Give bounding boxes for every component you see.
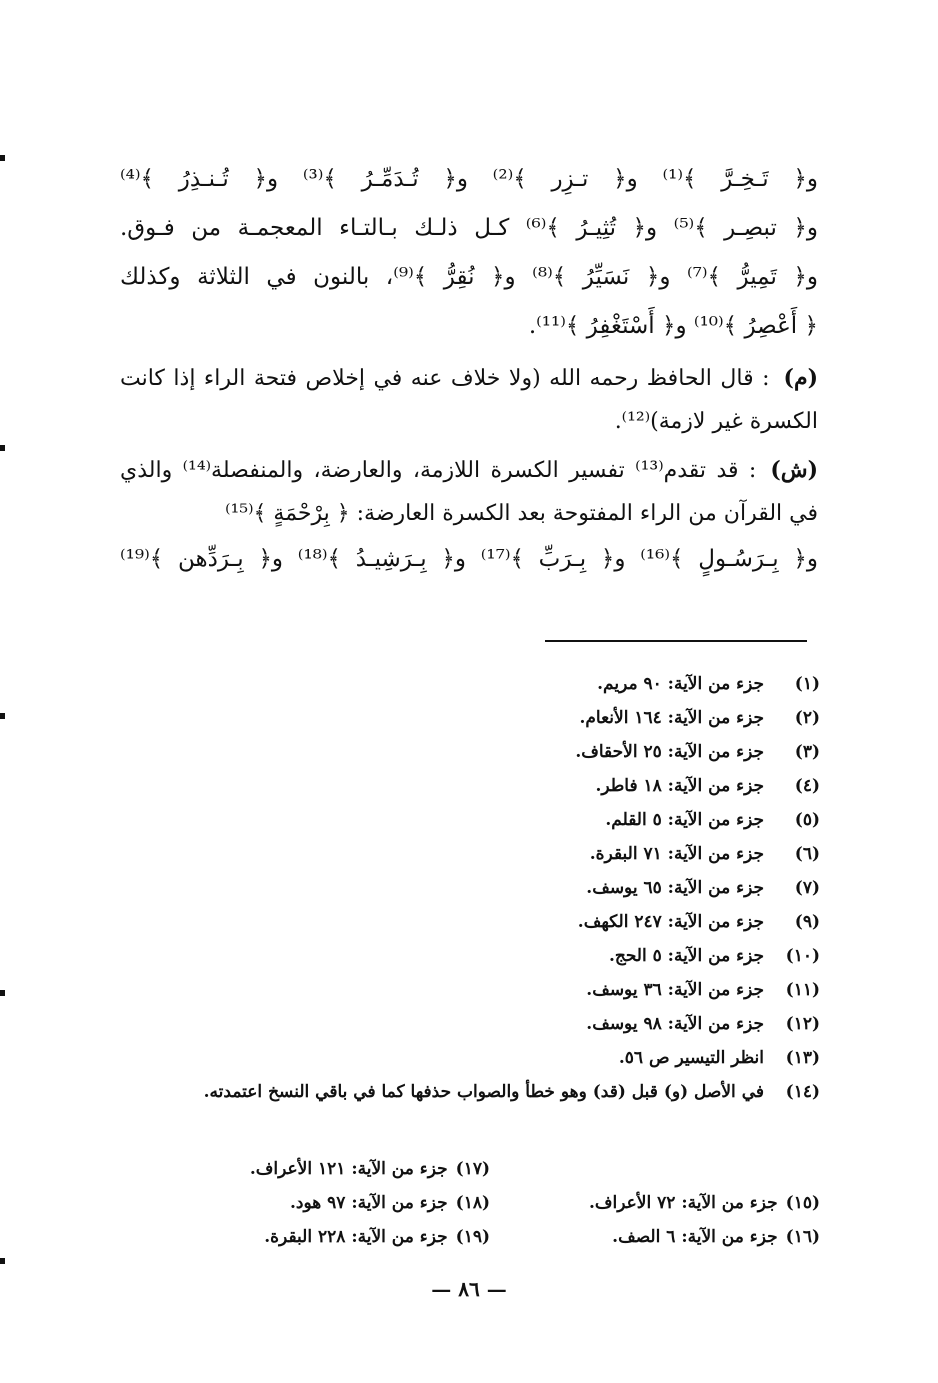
footnote: [160, 973, 820, 1007]
footnote-number: (٤): [794, 776, 820, 796]
footnote: [160, 803, 820, 837]
footnote: [200, 1152, 490, 1186]
footnote: [160, 1007, 820, 1041]
footnote-text: جزء من الآية: ١٢١ الأعراف.: [249, 1159, 448, 1179]
footnote: [160, 905, 820, 939]
footnote-number: (١٧): [455, 1159, 490, 1179]
footnote-number: (٢): [794, 708, 820, 728]
footnote: [530, 1220, 820, 1254]
footnote: [160, 769, 820, 803]
footnotes-left-column: [200, 1152, 490, 1254]
footnote-number: (١٠): [785, 946, 820, 966]
footnote-text: في الأصل (و) قبل (قد) وهو خطأ والصواب حذفها كما في باقي النسخ اعتمدته.: [203, 1082, 764, 1102]
matn-label: (م): [783, 365, 818, 391]
matn-paragraph: [120, 357, 818, 443]
footnote: [160, 837, 820, 871]
verse-line: و﴿ تَـخِـرَّ ﴾⁽¹⁾ و﴿ تـزِر ﴾⁽²⁾ و﴿ تُـدَمِّـرُ ﴾⁽³⁾ و﴿ تُـنـذِرُ ﴾⁽⁴⁾: [120, 166, 818, 192]
footnote: [160, 1041, 820, 1075]
footnote-number: (٩): [794, 912, 820, 932]
verse-line: ﴿ أَعْصِرُ ﴾⁽¹⁰⁾ و﴿ أَسْتَغْفِرُ ﴾⁽¹¹⁾.: [528, 313, 818, 339]
scan-edge-mark: [0, 990, 5, 996]
scan-edge-mark: [0, 445, 5, 451]
verse-line: و﴿ بِـرَسُـولٍ ﴾⁽¹⁶⁾ و﴿ بِـرَبِّ ﴾⁽¹⁷⁾ و﴿ بِـرَشِيـدُ ﴾⁽¹⁸⁾ و﴿ بِـرَدِّهن ﴾⁽¹⁹⁾: [120, 546, 818, 572]
verse-line: و﴿ تبصِـر ﴾⁽⁵⁾ و﴿ تُثِيـرُ ﴾⁽⁶⁾ كـل ذلـك بـالتـاء المعجمـة من فـوق.: [120, 215, 818, 241]
scan-edge-mark: [0, 155, 5, 161]
footnote-number: (١٨): [455, 1193, 490, 1213]
footnote-number: (١٥): [785, 1193, 820, 1213]
footnote-text: جزء من الآية: ١٨ فاطر.: [595, 776, 764, 796]
footnote-text: جزء من الآية: ٥ الحج.: [608, 946, 764, 966]
footnote-text: جزء من الآية: ٢٤٧ الكهف.: [577, 912, 764, 932]
footnote-number: (٥): [794, 810, 820, 830]
footnote-number: (١٦): [785, 1227, 820, 1247]
footnote-number: (١٤): [785, 1082, 820, 1102]
page-number: — ٨٦ —: [431, 1277, 507, 1301]
footnote-number: (٧): [794, 878, 820, 898]
footnotes-list: [160, 667, 820, 1109]
sharh-label: (ش): [770, 457, 818, 483]
footnote-number: (١٢): [785, 1014, 820, 1034]
footnote: [160, 871, 820, 905]
footnote: [160, 1075, 820, 1109]
footnote-text: جزء من الآية: ٢٥ الأحقاف.: [575, 742, 764, 762]
footnotes-two-column: [180, 1152, 820, 1262]
footnote-separator: [545, 640, 807, 642]
scan-edge-mark: [0, 713, 5, 719]
scan-edge-mark: [0, 1258, 5, 1264]
footnote-text: جزء من الآية: ٢٢٨ البقرة.: [264, 1227, 448, 1247]
footnote-text: جزء من الآية: ٧١ البقرة.: [589, 844, 764, 864]
verse-line: و﴿ تَمِيرُّ ﴾⁽⁷⁾ و﴿ نَسَيِّرُ ﴾⁽⁸⁾ و﴿ نُقِرُّ ﴾⁽⁹⁾، بالنون في الثلاثة وكذلك: [120, 264, 818, 290]
footnote-text: جزء من الآية: ٥ القلم.: [605, 810, 764, 830]
footnote: [160, 939, 820, 973]
footnote-text: انظر التيسير ص ٥٦.: [618, 1048, 764, 1068]
main-text: [120, 155, 818, 584]
footnote-text: جزء من الآية: ٩٧ هود.: [289, 1193, 448, 1213]
footnote-text: جزء من الآية: ٩٨ يوسف.: [586, 1014, 764, 1034]
footnotes-right-column: [530, 1186, 820, 1254]
matn-text: : قال الحافظ رحمه الله (ولا خلاف عنه في إخلاص فتحة الراء إذا كانت الكسرة غير لازمة)⁽¹²⁾.: [120, 366, 818, 434]
footnote: [160, 735, 820, 769]
footnote-number: (١٩): [455, 1227, 490, 1247]
footnote-text: جزء من الآية: ١٦٤ الأنعام.: [579, 708, 764, 728]
footnote-number: (١١): [785, 980, 820, 1000]
footnote: [160, 701, 820, 735]
footnote: [200, 1220, 490, 1254]
footnote-number: (٦): [794, 844, 820, 864]
footnote: [200, 1186, 490, 1220]
footnote-text: جزء من الآية: ٣٦ يوسف.: [586, 980, 764, 1000]
footnote-number: (٣): [794, 742, 820, 762]
footnote-number: (١٣): [785, 1048, 820, 1068]
footnote-text: جزء من الآية: ٩٠ مريم.: [597, 674, 764, 694]
footnote: [530, 1186, 820, 1220]
footnote-text: جزء من الآية: ٧٢ الأعراف.: [589, 1193, 778, 1213]
footnote-number: (١): [794, 674, 820, 694]
footnote-text: جزء من الآية: ٦ الصف.: [612, 1227, 778, 1247]
sharh-text: : قد تقدم⁽¹³⁾ تفسير الكسرة اللازمة، والعارضة، والمنفصلة⁽¹⁴⁾ والذي في القرآن من الراء المفتوحة بعد الكسرة العارضة: ﴿ بِرْحْمَةٍ ﴾⁽¹⁵⁾: [120, 458, 818, 526]
footnote-text: جزء من الآية: ٦٥ يوسف.: [586, 878, 764, 898]
sharh-paragraph: [120, 449, 818, 535]
footnote: [160, 667, 820, 701]
